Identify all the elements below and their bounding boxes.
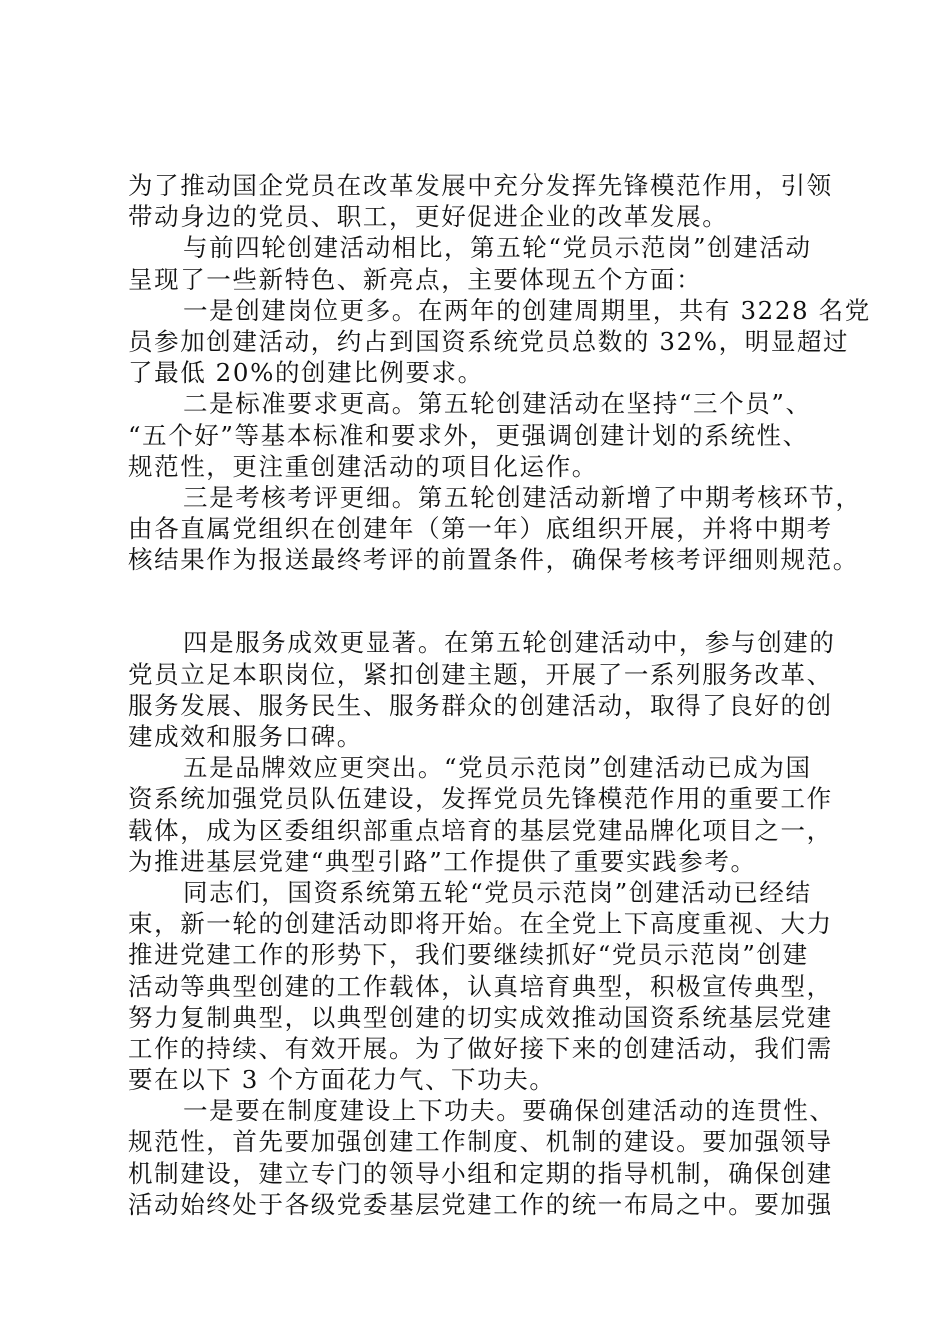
text-line: 员参加创建活动，约占到国资系统党员总数的 32%，明显超过: [128, 326, 850, 356]
text-line: 为推进基层党建“典型引路”工作提供了重要实践参考。: [128, 846, 757, 876]
text-line: 努力复制典型，以典型创建的切实成效推动国资系统基层党建: [128, 1002, 833, 1032]
text-line: 呈现了一些新特色、新亮点，主要体现五个方面：: [128, 264, 703, 294]
text-line: 活动等典型创建的工作载体，认真培育典型，积极宣传典型，: [128, 971, 833, 1001]
text-line: 工作的持续、有效开展。为了做好接下来的创建活动，我们需: [128, 1033, 833, 1063]
paragraph-start: 与前四轮创建活动相比，第五轮“党员示范岗”创建活动: [183, 233, 812, 263]
text-line: 载体，成为区委组织部重点培育的基层党建品牌化项目之一，: [128, 815, 833, 845]
text-line: 束，新一轮的创建活动即将开始。在全党上下高度重视、大力: [128, 909, 833, 939]
document-body: [128, 170, 871, 1220]
text-line: “五个好”等基本标准和要求外，更强调创建计划的系统性、: [128, 420, 809, 450]
paragraph-gap: [128, 575, 834, 627]
text-line: 核结果作为报送最终考评的前置条件，确保考核考评细则规范。: [128, 545, 859, 575]
text-line: 由各直属党组织在创建年（第一年）底组织开展，并将中期考: [128, 514, 833, 544]
paragraph-start: 五是品牌效应更突出。“党员示范岗”创建活动已成为国: [183, 753, 812, 783]
text-line: 建成效和服务口碑。: [128, 722, 363, 751]
text-line: 资系统加强党员队伍建设，发挥党员先锋模范作用的重要工作: [128, 784, 833, 814]
text-line: 推进党建工作的形势下，我们要继续抓好“党员示范岗”创建: [128, 940, 809, 970]
text-line: 活动始终处于各级党委基层党建工作的统一布局之中。要加强: [128, 1189, 833, 1219]
paragraph-start: 一是要在制度建设上下功夫。要确保创建活动的连贯性、: [183, 1096, 836, 1126]
text-line: 规范性，更注重创建活动的项目化运作。: [128, 451, 598, 481]
text-line: 要在以下 3 个方面花力气、下功夫。: [128, 1065, 556, 1095]
text-line: 带动身边的党员、职工，更好促进企业的改革发展。: [128, 202, 729, 232]
text-line: 了最低 20%的创建比例要求。: [128, 358, 484, 388]
paragraph-start: 四是服务成效更显著。在第五轮创建活动中，参与创建的: [183, 628, 836, 658]
text-line: 服务发展、服务民生、服务群众的创建活动，取得了良好的创: [128, 690, 833, 720]
paragraph-start: 同志们，国资系统第五轮“党员示范岗”创建活动已经结: [183, 877, 812, 907]
text-line: 机制建设，建立专门的领导小组和定期的指导机制，确保创建: [128, 1158, 833, 1188]
paragraph-start: 二是标准要求更高。第五轮创建活动在坚持“三个员”、: [183, 389, 812, 419]
text-line: 党员立足本职岗位，紧扣创建主题，开展了一系列服务改革、: [128, 659, 833, 689]
text-line: 规范性，首先要加强创建工作制度、机制的建设。要加强领导: [128, 1127, 833, 1157]
paragraph-start: 三是考核考评更细。第五轮创建活动新增了中期考核环节，: [183, 482, 862, 512]
text-line: 为了推动国企党员在改革发展中充分发挥先锋模范作用，引领: [128, 171, 833, 200]
paragraph-start: 一是创建岗位更多。在两年的创建周期里，共有 3228 名党: [183, 295, 871, 325]
